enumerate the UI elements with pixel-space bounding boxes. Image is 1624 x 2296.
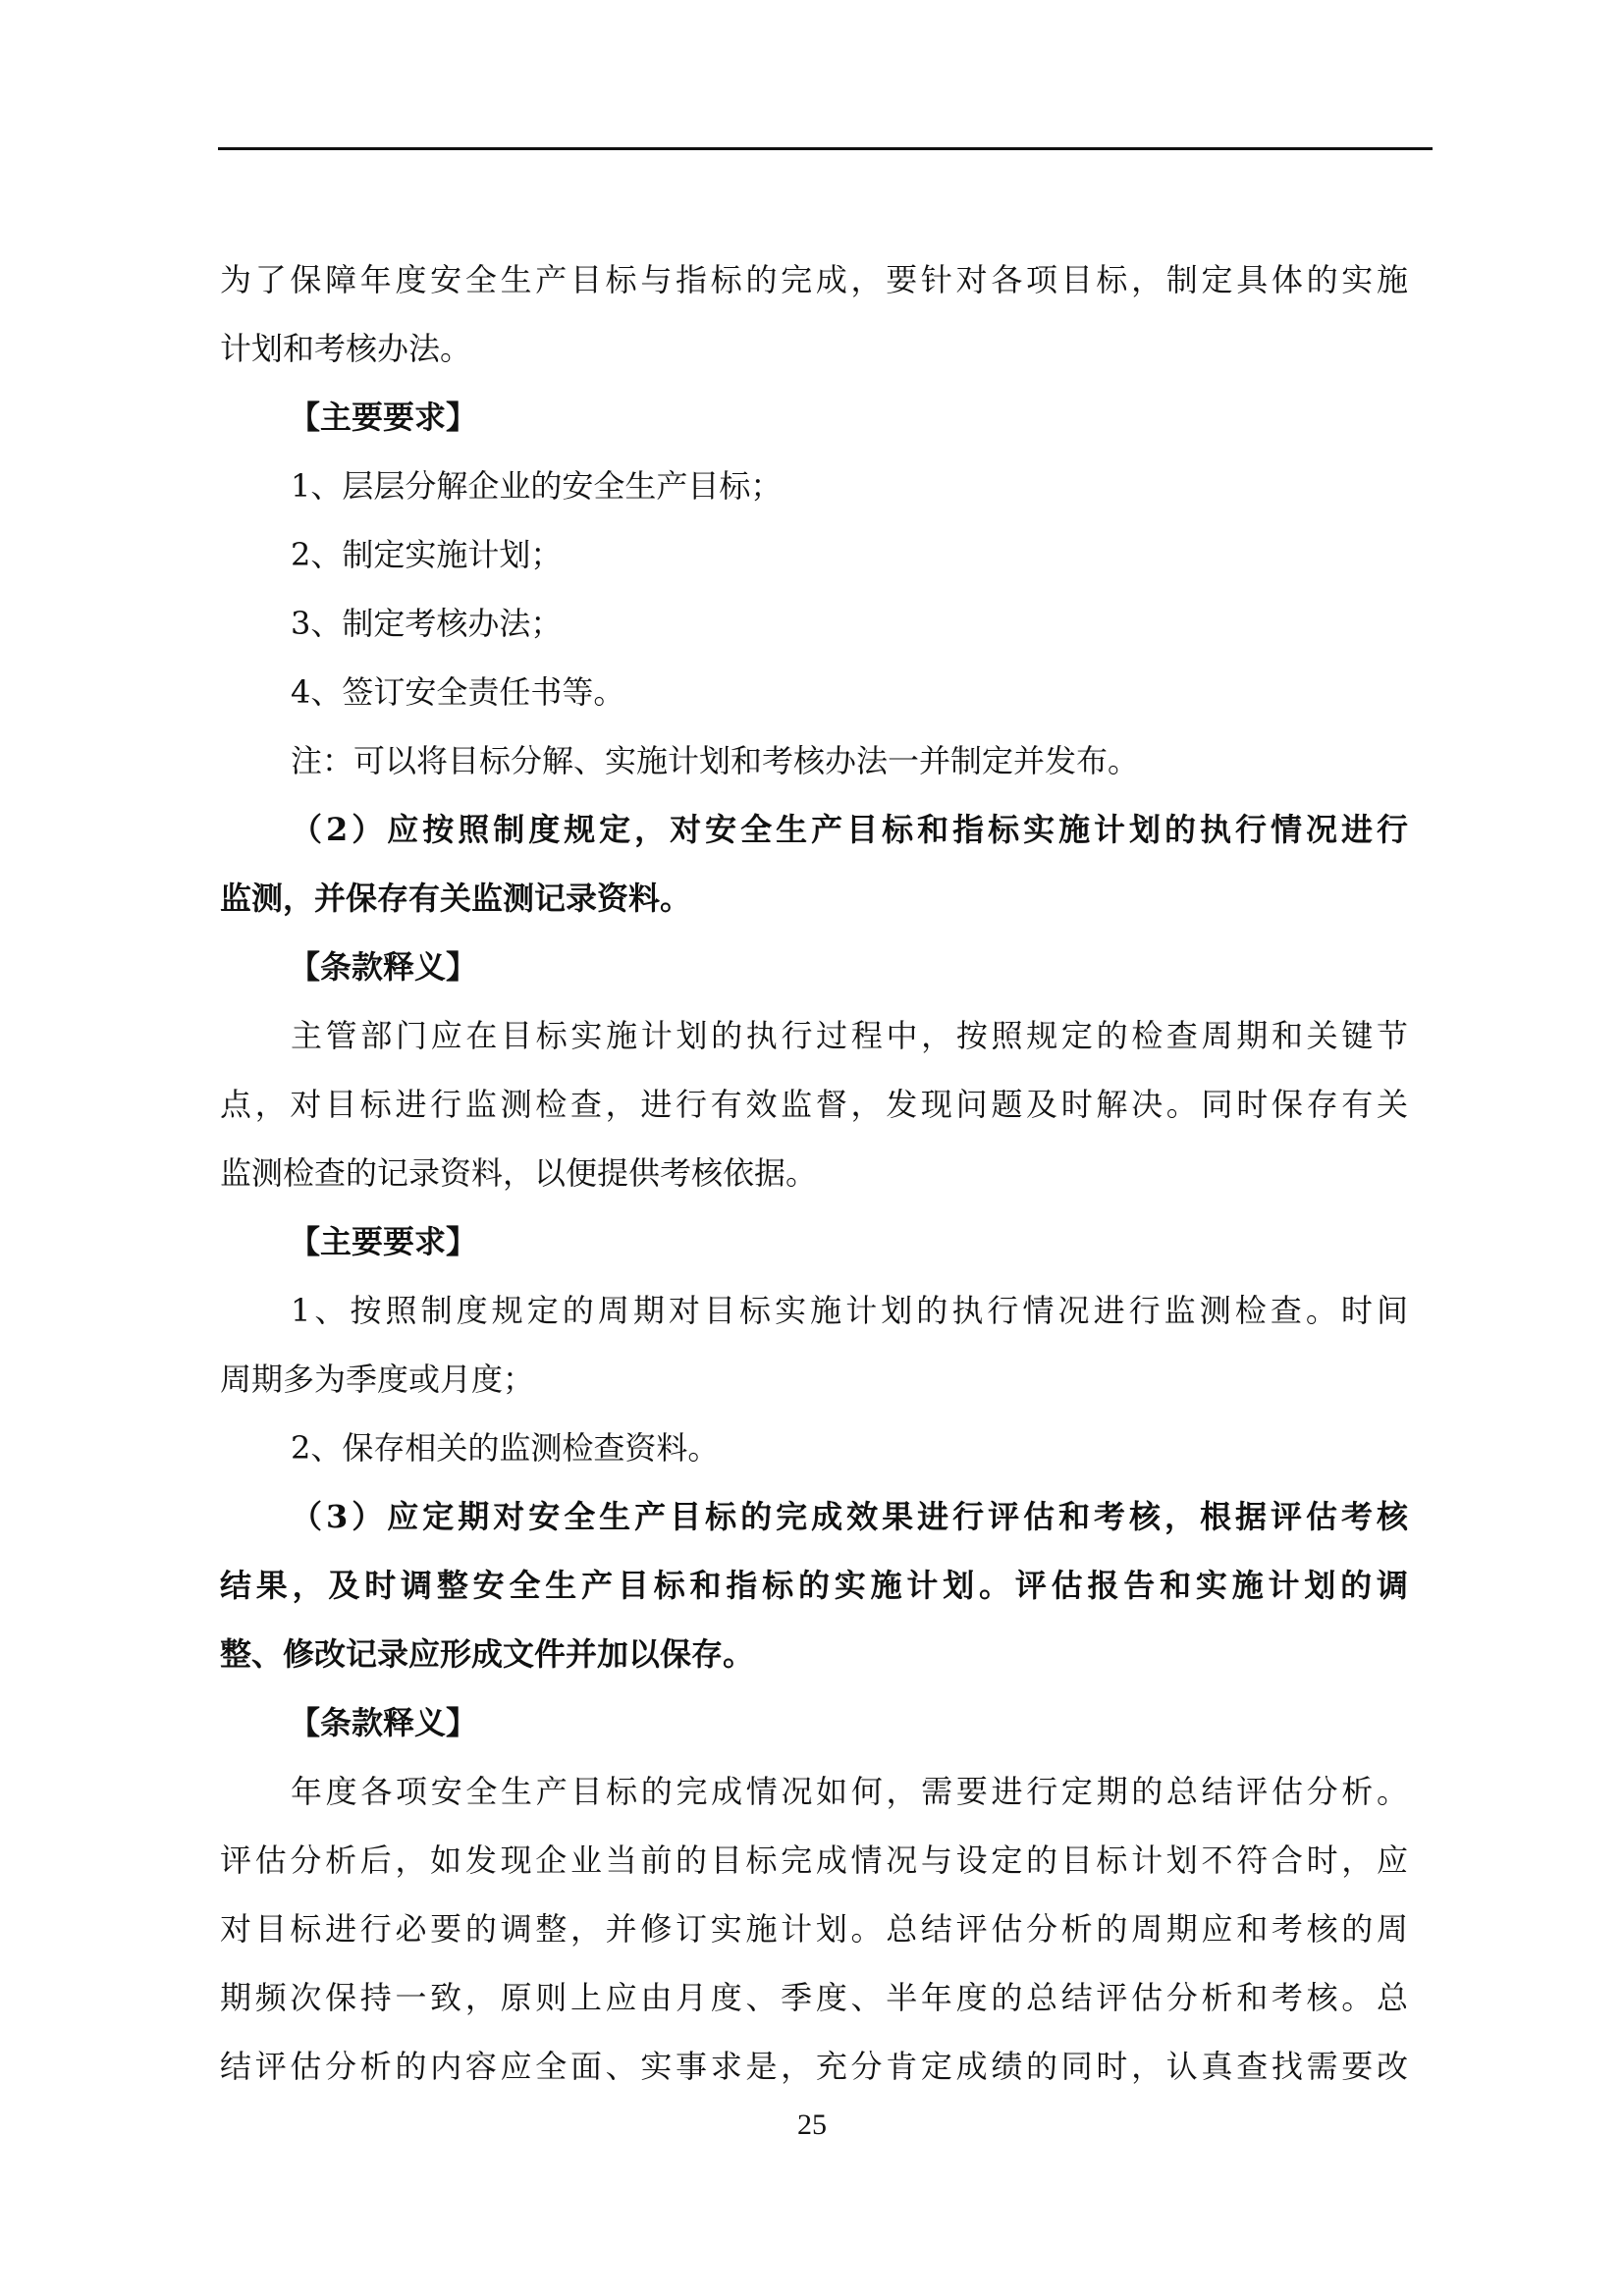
paragraph-line: 对目标进行必要的调整，并修订实施计划。总结评估分析的周期应和考核的周: [220, 1910, 1408, 1948]
paragraph-line: 结评估分析的内容应全面、实事求是，充分肯定成绩的同时，认真查找需要改: [220, 2048, 1408, 2085]
clause-line: （2）应按照制度规定，对安全生产目标和指标实施计划的执行情况进行: [291, 811, 1408, 848]
header-rule: [218, 147, 1433, 150]
list-item: 4、签订安全责任书等。: [291, 673, 625, 711]
clause-line: 结果，及时调整安全生产目标和指标的实施计划。评估报告和实施计划的调: [220, 1567, 1408, 1604]
list-item: 周期多为季度或月度；: [220, 1361, 535, 1398]
section-heading: 【条款释义】: [289, 1704, 478, 1741]
list-item: 1、按照制度规定的周期对目标实施计划的执行情况进行监测检查。时间: [291, 1292, 1408, 1329]
section-heading: 【条款释义】: [289, 948, 478, 986]
page-number: 25: [797, 2109, 827, 2141]
paragraph-line: 为了保障年度安全生产目标与指标的完成，要针对各项目标，制定具体的实施: [220, 261, 1408, 298]
clause-line: 整、修改记录应形成文件并加以保存。: [220, 1635, 755, 1673]
note: 注：可以将目标分解、实施计划和考核办法一并制定并发布。: [291, 742, 1140, 779]
list-item: 3、制定考核办法；: [291, 605, 563, 642]
list-item: 2、保存相关的监测检查资料。: [291, 1429, 720, 1467]
paragraph-line: 计划和考核办法。: [220, 330, 472, 367]
clause-line: （3）应定期对安全生产目标的完成效果进行评估和考核，根据评估考核: [291, 1498, 1408, 1535]
list-item: 1、层层分解企业的安全生产目标；: [291, 467, 783, 505]
paragraph-line: 监测检查的记录资料，以便提供考核依据。: [220, 1154, 818, 1192]
clause-line: 监测，并保存有关监测记录资料。: [220, 880, 692, 917]
paragraph-line: 年度各项安全生产目标的完成情况如何，需要进行定期的总结评估分析。: [291, 1773, 1408, 1810]
page-body: [220, 245, 1408, 2101]
paragraph-line: 评估分析后，如发现企业当前的目标完成情况与设定的目标计划不符合时，应: [220, 1842, 1408, 1879]
paragraph-line: 期频次保持一致，原则上应由月度、季度、半年度的总结评估分析和考核。总: [220, 1979, 1408, 2016]
paragraph-line: 主管部门应在目标实施计划的执行过程中，按照规定的检查周期和关键节: [291, 1017, 1408, 1054]
section-heading: 【主要要求】: [289, 1223, 478, 1260]
list-item: 2、制定实施计划；: [291, 536, 563, 573]
paragraph-line: 点，对目标进行监测检查，进行有效监督，发现问题及时解决。同时保存有关: [220, 1086, 1408, 1123]
section-heading: 【主要要求】: [289, 399, 478, 436]
